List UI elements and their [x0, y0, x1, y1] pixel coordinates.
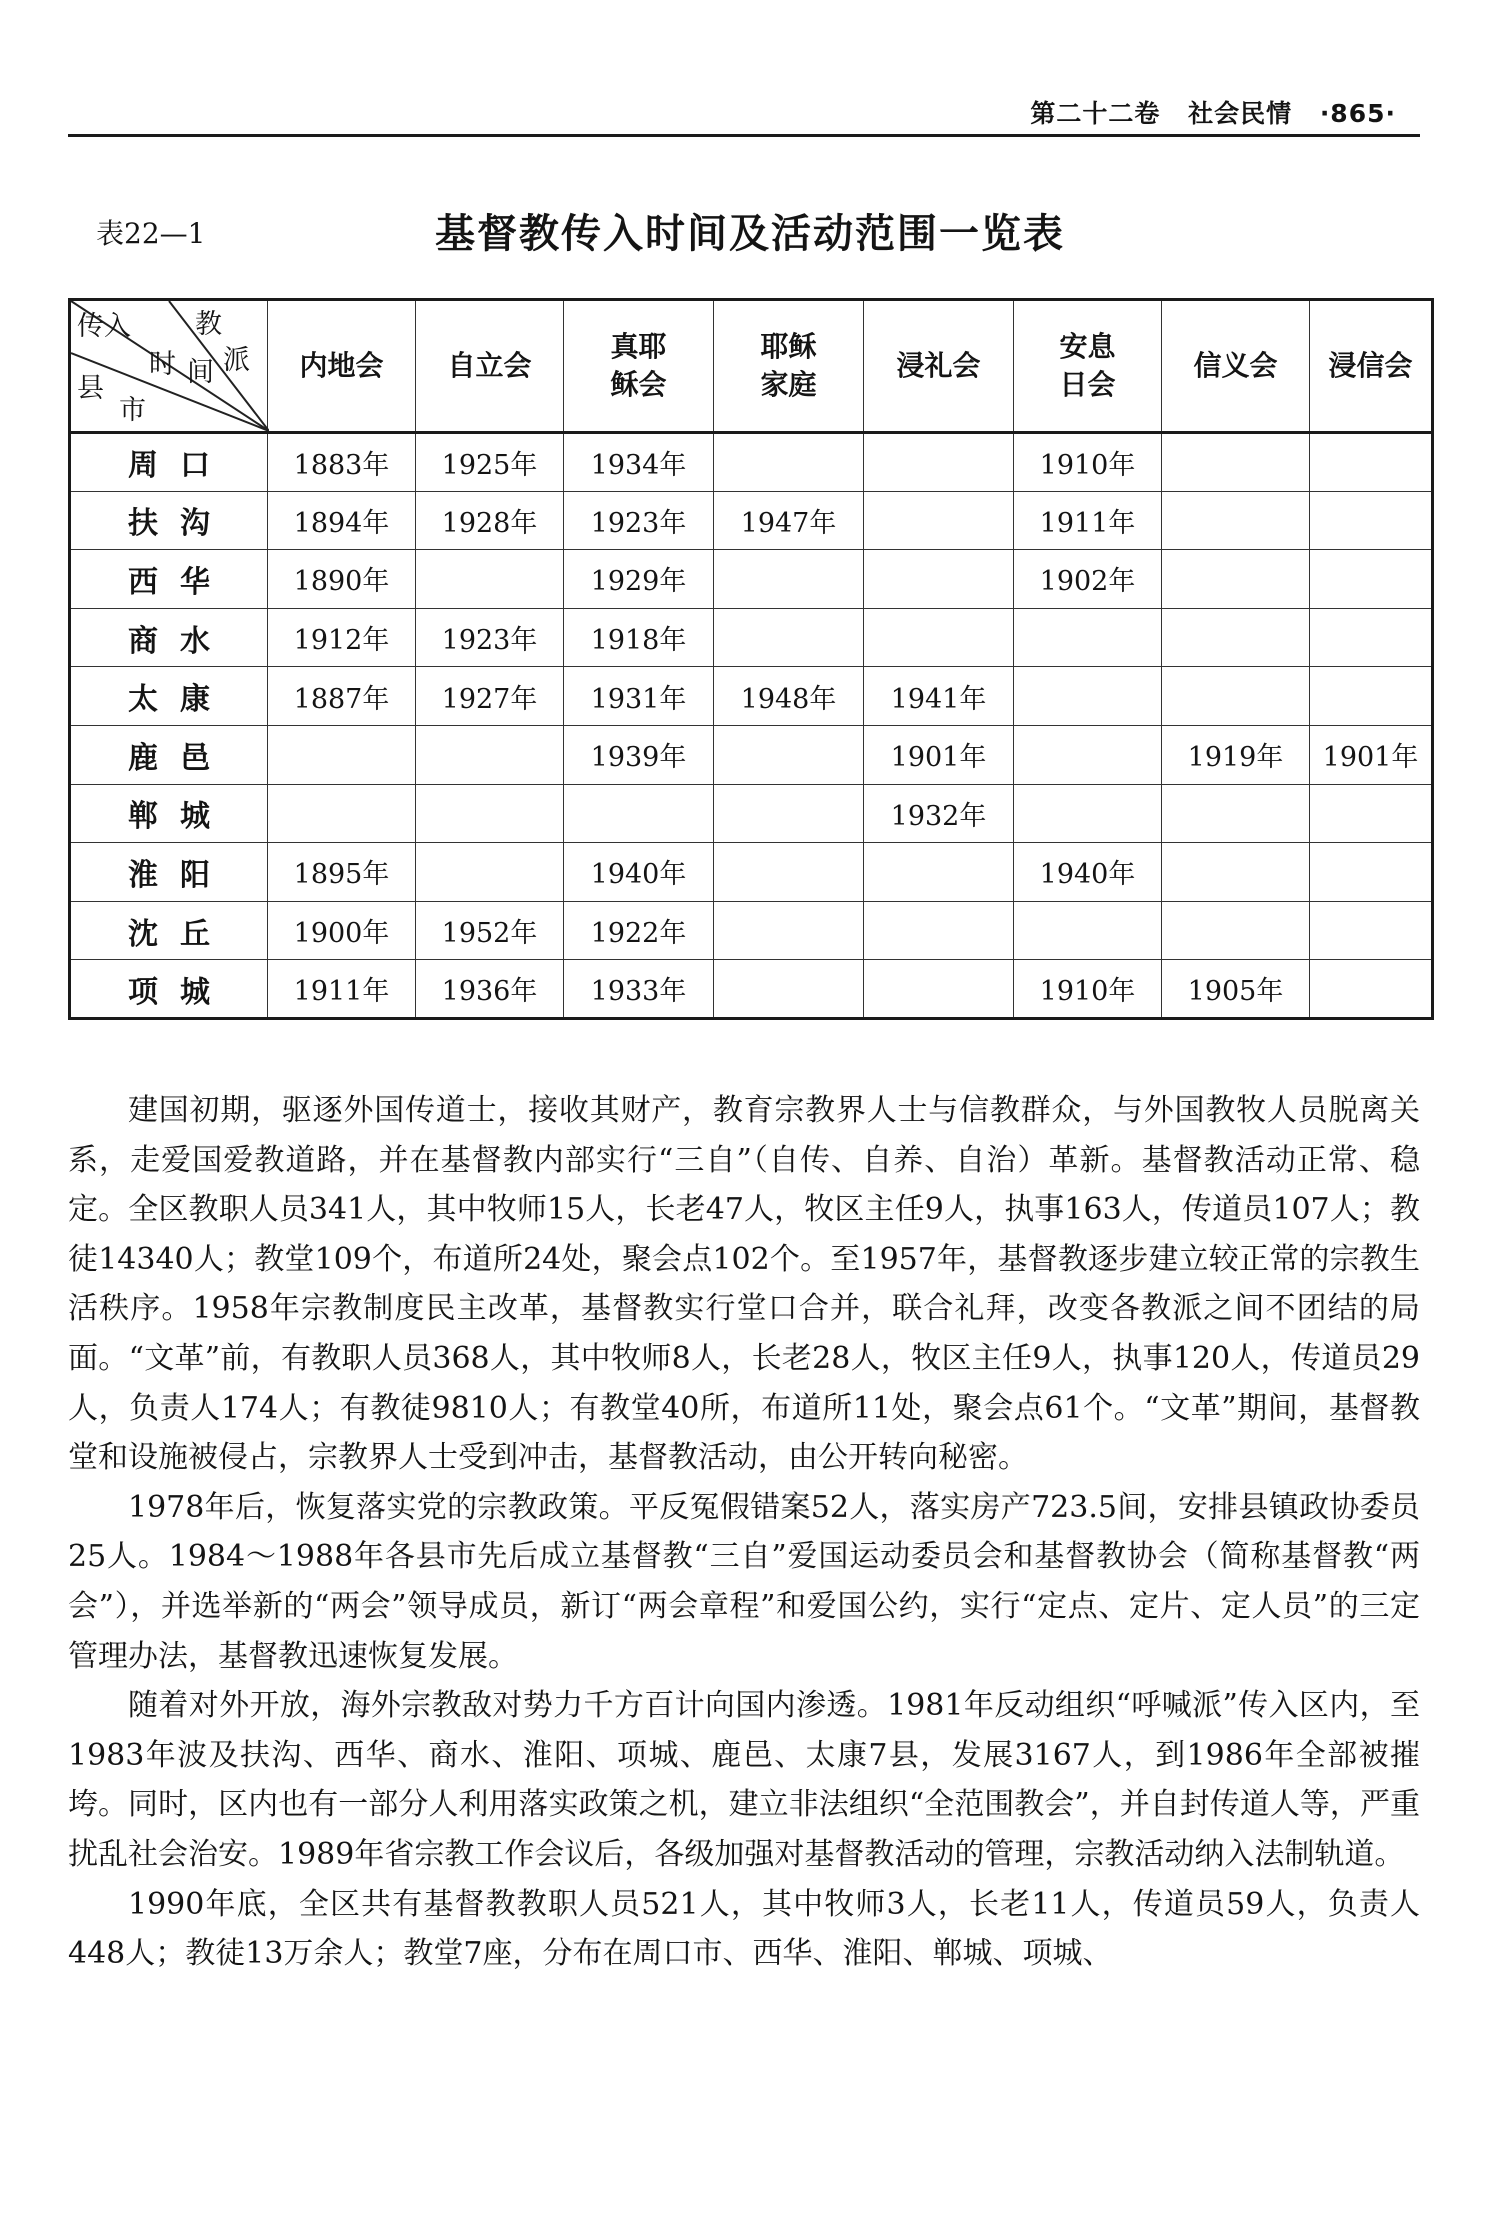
table-cell	[1162, 667, 1310, 726]
table-cell: 1910年	[1014, 433, 1162, 492]
table-cell: 1952年	[416, 901, 564, 960]
table-row	[70, 960, 1433, 1019]
mission-table	[68, 298, 1434, 1020]
table-cell: 1940年	[1014, 843, 1162, 902]
paragraph: 建国初期，驱逐外国传道士，接收其财产，教育宗教界人士与信教群众，与外国教牧人员脱离关系，走爱国爱教道路，并在基督教内部实行“三自”（自传、自养、自治）革新。基督教活动正常、稳定。全区教职人员341人，其中牧师15人，长老47人，牧区主任9人，执事163人，传道员107人；教徒14340人；教堂109个，布道所24处，聚会点102个。至1957年，基督教逐步建立较正常的宗教生活秩序。1958年宗教制度民主改革，基督教实行堂口合并，联合礼拜，改变各教派之间不团结的局面。“文革”前，有教职人员368人，其中牧师8人，长老28人，牧区主任9人，执事120人，传道员29人，负责人174人；有教徒9810人；有教堂40所，布道所11处，聚会点61个。“文革”期间，基督教堂和设施被侵占，宗教界人士受到冲击，基督教活动，由公开转向秘密。	[68, 1093, 1420, 1476]
row-header-county: 郸城	[70, 784, 268, 843]
table-row	[70, 667, 1433, 726]
corner-label-top-left: 传入	[77, 311, 131, 342]
table-cell: 1928年	[416, 491, 564, 550]
table-cell	[1162, 491, 1310, 550]
table-row	[70, 725, 1433, 784]
col-header: 信义会	[1162, 300, 1310, 433]
table-header-row	[70, 300, 1433, 433]
paragraph: 1978年后，恢复落实党的宗教政策。平反冤假错案52人，落实房产723.5间，安排县镇政协委员25人。1984～1988年各县市先后成立基督教“三自”爱国运动委员会和基督教协会（简称基督教“两会”），并选举新的“两会”领导成员，新订“两会章程”和爱国公约，实行“定点、定片、定人员”的三定管理办法，基督教迅速恢复发展。	[68, 1489, 1420, 1674]
table-cell: 1948年	[714, 667, 864, 726]
corner-label-bottom: 市	[119, 395, 146, 426]
table-cell	[714, 843, 864, 902]
table-cell: 1933年	[564, 960, 714, 1019]
col-header: 内地会	[268, 300, 416, 433]
col-header: 自立会	[416, 300, 564, 433]
table-cell	[714, 433, 864, 492]
row-header-county: 西华	[70, 550, 268, 609]
table-cell	[1162, 843, 1310, 902]
table-title: 基督教传入时间及活动范围一览表	[435, 211, 1065, 257]
table-cell: 1918年	[564, 608, 714, 667]
table-cell	[416, 843, 564, 902]
table-cell	[1014, 667, 1162, 726]
row-header-county: 商水	[70, 608, 268, 667]
table-cell	[714, 725, 864, 784]
table-cell	[864, 550, 1014, 609]
table-cell: 1887年	[268, 667, 416, 726]
table-cell: 1931年	[564, 667, 714, 726]
table-cell: 1911年	[1014, 491, 1162, 550]
row-header-county: 沈丘	[70, 901, 268, 960]
table-cell: 1900年	[268, 901, 416, 960]
table-cell: 1922年	[564, 901, 714, 960]
corner-label-middle: 时	[149, 349, 176, 380]
col-header: 耶稣家庭	[714, 300, 864, 433]
table-cell: 1883年	[268, 433, 416, 492]
table-cell: 1927年	[416, 667, 564, 726]
table-cell: 1940年	[564, 843, 714, 902]
table-cell	[1162, 608, 1310, 667]
table-row	[70, 608, 1433, 667]
table-cell	[864, 608, 1014, 667]
table-cell	[416, 725, 564, 784]
table-cell: 1932年	[864, 784, 1014, 843]
row-header-county: 项城	[70, 960, 268, 1019]
table-cell	[714, 960, 864, 1019]
table-cell: 1902年	[1014, 550, 1162, 609]
volume-label: 第二十二卷	[1030, 99, 1161, 128]
col-header: 浸礼会	[864, 300, 1014, 433]
table-cell: 1901年	[864, 725, 1014, 784]
table-cell	[864, 960, 1014, 1019]
paragraph: 1990年底，全区共有基督教教职人员521人，其中牧师3人，长老11人，传道员59人，负责人448人；教徒13万余人；教堂7座，分布在周口市、西华、淮阳、郸城、项城、	[68, 1886, 1420, 1972]
table-cell	[1310, 550, 1433, 609]
table-row	[70, 843, 1433, 902]
table-cell	[1014, 725, 1162, 784]
corner-label-middle-right: 间	[187, 357, 214, 388]
table-cell	[1162, 433, 1310, 492]
table-row	[70, 550, 1433, 609]
table-cell: 1919年	[1162, 725, 1310, 784]
table-cell	[1310, 433, 1433, 492]
table-cell: 1912年	[268, 608, 416, 667]
table-cell	[1014, 901, 1162, 960]
table-row	[70, 901, 1433, 960]
table-cell: 1905年	[1162, 960, 1310, 1019]
corner-label-top-right: 教	[195, 309, 222, 340]
table-row	[70, 433, 1433, 492]
row-header-county: 周口	[70, 433, 268, 492]
table-cell: 1923年	[564, 491, 714, 550]
table-cell: 1911年	[268, 960, 416, 1019]
table-cell	[1162, 550, 1310, 609]
corner-label-bottom-left: 县	[77, 373, 104, 404]
table-cell	[1014, 784, 1162, 843]
running-head	[68, 92, 1420, 137]
table-cell: 1939年	[564, 725, 714, 784]
table-cell	[1014, 608, 1162, 667]
table-row	[70, 784, 1433, 843]
table-cell	[1310, 667, 1433, 726]
table-cell	[1162, 901, 1310, 960]
table-cell	[416, 550, 564, 609]
table-cell	[416, 784, 564, 843]
section-label: 社会民情	[1188, 99, 1293, 128]
table-cell	[268, 784, 416, 843]
table-cell	[1310, 608, 1433, 667]
paragraph: 随着对外开放，海外宗教敌对势力千方百计向国内渗透。1981年反动组织“呼喊派”传入区内，至1983年波及扶沟、西华、商水、淮阳、项城、鹿邑、太康7县，发展3167人，到1986年全部被摧垮。同时，区内也有一部分人利用落实政策之机，建立非法组织“全范围教会”，并自封传道人等，严重扰乱社会治安。1989年省宗教工作会议后，各级加强对基督教活动的管理，宗教活动纳入法制轨道。	[68, 1688, 1420, 1872]
table-cell: 1934年	[564, 433, 714, 492]
table-cell	[864, 433, 1014, 492]
table-cell: 1901年	[1310, 725, 1433, 784]
page-number: ·865·	[1319, 99, 1396, 128]
table-cell: 1890年	[268, 550, 416, 609]
corner-label-right: 派	[223, 345, 250, 376]
table-cell: 1941年	[864, 667, 1014, 726]
table-cell	[714, 901, 864, 960]
row-header-county: 太康	[70, 667, 268, 726]
table-cell	[268, 725, 416, 784]
table-cell: 1929年	[564, 550, 714, 609]
col-header: 浸信会	[1310, 300, 1433, 433]
table-cell	[714, 608, 864, 667]
running-head-text	[1012, 94, 1396, 130]
table-cell: 1947年	[714, 491, 864, 550]
table-cell: 1925年	[416, 433, 564, 492]
table-cell	[864, 843, 1014, 902]
table-cell	[1310, 491, 1433, 550]
table-number: 表22—1	[96, 217, 206, 250]
table-cell	[714, 550, 864, 609]
col-header: 真耶稣会	[564, 300, 714, 433]
table-cell: 1936年	[416, 960, 564, 1019]
table-cell	[1162, 784, 1310, 843]
col-header: 安息日会	[1014, 300, 1162, 433]
table-cell: 1923年	[416, 608, 564, 667]
table-cell	[1310, 960, 1433, 1019]
table-cell	[864, 491, 1014, 550]
table-cell	[864, 901, 1014, 960]
body-text	[68, 1086, 1420, 1979]
table-cell: 1894年	[268, 491, 416, 550]
table-cell	[714, 784, 864, 843]
row-header-county: 鹿邑	[70, 725, 268, 784]
table-row	[70, 491, 1433, 550]
table-cell: 1895年	[268, 843, 416, 902]
table-cell	[1310, 843, 1433, 902]
table-cell	[564, 784, 714, 843]
row-header-county: 扶沟	[70, 491, 268, 550]
row-header-county: 淮阳	[70, 843, 268, 902]
table-cell: 1910年	[1014, 960, 1162, 1019]
table-cell	[1310, 784, 1433, 843]
corner-header-cell	[70, 300, 268, 433]
table-cell	[1310, 901, 1433, 960]
